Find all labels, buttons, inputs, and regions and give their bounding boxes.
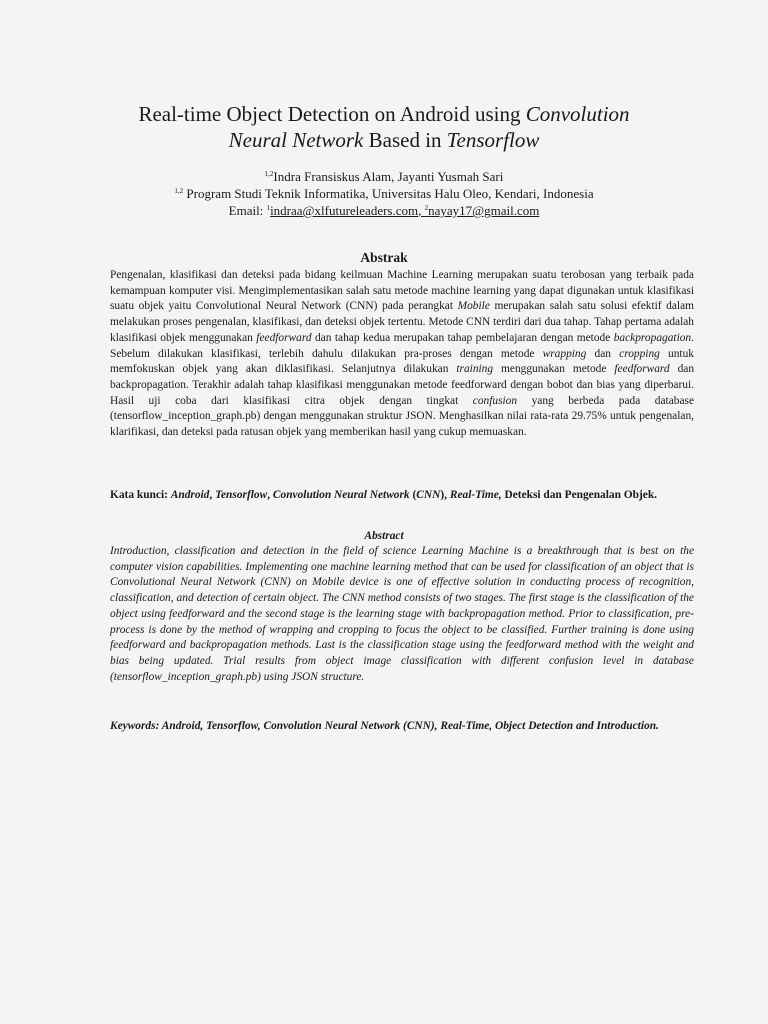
abstrak-text: dan backpropagation. Terakhir adalah tahap klasifikasi menggunakan metode feedforward dengan bobot dan bias yang diperbarui. Hasil uji coba dari klasifikasi citra objek dengan tingkat xyxy=(110,363,695,407)
kata-kunci xyxy=(110,488,694,504)
email-superscript: 1 xyxy=(266,204,271,212)
abstrak-text: . Sebelum dilakukan klasifikasi, terlebih dahulu dilakukan pra-proses dengan metode xyxy=(110,331,694,360)
keyword: Android xyxy=(170,489,210,501)
keywords: Keywords: Android, Tensorflow, Convolution Neural Network (CNN), Real-Time, Object Detection and Introduction. xyxy=(110,720,659,732)
keyword-sep: ), xyxy=(440,489,450,501)
email-line xyxy=(0,202,768,219)
abstrak-text: merupakan salah satu solusi efektif dalam melakukan proses pengenalan, klasifikasi, dan deteksi objek tertentu. Metode CNN terdiri dari dua tahap. Tahap pertama adalah klasifikasi objek menggunakan xyxy=(110,300,694,344)
paper-title xyxy=(0,101,768,153)
abstrak-text: untuk memfokuskan objek yang akan diklasifikasi. Selanjutnya dilakukan xyxy=(110,347,694,376)
affiliation-text: Program Studi Teknik Informatika, Universitas Halu Oleo, Kendari, Indonesia xyxy=(183,186,594,201)
keyword-sep: , xyxy=(267,489,273,501)
abstract-body: Introduction, classification and detection in the field of science Learning Machine is a breakthrough that is best on the computer vision capabilities. Implementing one machine learning method that can be used for classification of an object that is Convolutional Neural Network (CNN) on Mobile device is one of effective solution in conducting process of recognition, classification, and detection of certain object. The CNN method consists of two stages. The first stage is the classification of the object using feedforward and the second stage is the learning stage with backpropagation method. Prior to classification, pre-process is done by the method of wrapping and cropping to focus the object to be classified. Further training is done using feedforward and backpropagation methods. Last is the classification stage using the feedforward method with the weight and bias being updated. Trial results from object image classification with different confusion level in database (tensorflow_inception_graph.pb) using JSON structure. xyxy=(110,545,694,683)
affiliation xyxy=(0,185,768,202)
keyword-sep: Deteksi dan Pengenalan Objek. xyxy=(501,489,658,501)
title-part: Real-time Object Detection on Android using xyxy=(138,102,526,126)
author-superscript: 1,2 xyxy=(264,170,274,178)
abstrak-text: dan tahap kedua merupakan tahap pembelajaran dengan metode xyxy=(311,331,614,344)
author-block xyxy=(0,168,768,219)
email-separator: , xyxy=(418,203,425,218)
email-superscript: 2 xyxy=(424,204,429,212)
abstrak-italic: feedforward xyxy=(614,363,670,376)
abstrak-text: Pengenalan, klasifikasi dan deteksi pada bidang keilmuan Machine Learning merupakan suatu terobosan yang terbaik pada kemampuan komputer visi. Mengimplementasikan salah satu metode machine learning yang dapat digunakan untuk klasifikasi suatu objek yaitu Convolutional Neural Network (CNN) pada perangkat xyxy=(110,269,694,313)
abstract-heading: Abstract xyxy=(364,530,404,542)
keyword-sep: ( xyxy=(409,489,417,501)
keyword: CNN xyxy=(416,489,441,501)
abstrak-text: yang berbeda pada database (tensorflow_inception_graph.pb) dengan menggunakan struktur JSON. Menghasilkan nilai rata-rata 29.75% untuk pengenalan, klarifikasi, dan deteksi pada ratusan objek yang memberikan hasil yang cukup memuaskan. xyxy=(110,394,695,439)
email-link-1[interactable] xyxy=(270,203,539,218)
title-part: Convolution xyxy=(525,102,630,126)
abstrak-italic: cropping xyxy=(619,347,660,360)
abstrak-italic: backpropagation xyxy=(613,331,692,344)
author-names xyxy=(0,168,768,185)
title-part: Neural Network xyxy=(228,128,364,152)
abstrak-text: menggunakan metode xyxy=(493,363,615,376)
title-part: Based in xyxy=(363,128,447,152)
email-label: Email: xyxy=(228,203,267,218)
keyword: Convolution Neural Network xyxy=(272,489,410,501)
abstrak-italic: feedforward xyxy=(256,331,312,344)
abstrak-text: dan xyxy=(586,347,620,360)
keyword-sep: , xyxy=(209,489,216,501)
abstrak-italic: training xyxy=(456,363,494,376)
email-address-1[interactable]: indraa@xlfutureleaders.com xyxy=(270,203,419,218)
author-names-text: Indra Fransiskus Alam, Jayanti Yusmah Sari xyxy=(273,169,504,184)
affiliation-superscript: 1,2 xyxy=(174,187,184,195)
abstrak-body xyxy=(110,268,694,441)
abstrak-italic: Mobile xyxy=(457,300,490,313)
abstrak-heading: Abstrak xyxy=(360,250,408,265)
keyword: Real-Time, xyxy=(449,489,502,501)
abstrak-italic: wrapping xyxy=(542,347,587,360)
abstrak-italic: confusion xyxy=(472,394,518,407)
email-address-2[interactable]: nayay17@gmail.com xyxy=(428,203,540,218)
kata-kunci-label: Kata kunci: xyxy=(110,489,171,501)
title-part: Tensorflow xyxy=(446,128,540,152)
keyword: Tensorflow xyxy=(215,489,268,501)
